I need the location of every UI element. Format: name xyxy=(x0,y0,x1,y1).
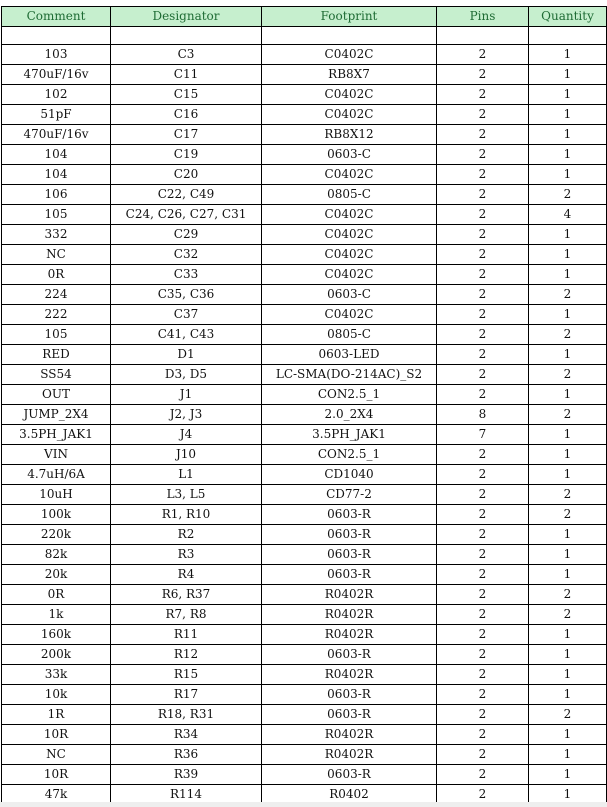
footprint-cell[interactable]: 0603-R xyxy=(262,565,437,585)
pins-cell[interactable]: 2 xyxy=(437,45,529,65)
table-row xyxy=(2,265,607,285)
quantity-cell[interactable]: 2 xyxy=(529,585,607,605)
comment-cell[interactable]: 10uH xyxy=(2,485,111,505)
blank-cell[interactable] xyxy=(262,27,437,45)
footprint-cell[interactable]: R0402R xyxy=(262,745,437,765)
pins-cell[interactable]: 7 xyxy=(437,425,529,445)
footprint-cell[interactable]: R0402R xyxy=(262,625,437,645)
footprint-cell[interactable]: R0402 xyxy=(262,785,437,805)
pins-cell[interactable]: 2 xyxy=(437,65,529,85)
pins-cell[interactable]: 2 xyxy=(437,445,529,465)
footprint-cell[interactable]: 0603-R xyxy=(262,645,437,665)
footprint-cell[interactable]: CD77-2 xyxy=(262,485,437,505)
comment-cell[interactable]: 47k xyxy=(2,785,111,805)
table-row xyxy=(2,405,607,425)
footprint-cell[interactable]: C0402C xyxy=(262,225,437,245)
designator-cell[interactable]: D3, D5 xyxy=(111,365,262,385)
pins-cell[interactable]: 2 xyxy=(437,585,529,605)
table-row xyxy=(2,445,607,465)
column-header-footprint[interactable]: Footprint xyxy=(262,7,437,27)
table-row xyxy=(2,65,607,85)
comment-cell[interactable]: 4.7uH/6A xyxy=(2,465,111,485)
comment-cell[interactable]: 82k xyxy=(2,545,111,565)
quantity-cell[interactable]: 1 xyxy=(529,425,607,445)
quantity-cell[interactable]: 1 xyxy=(529,45,607,65)
table-row xyxy=(2,625,607,645)
designator-cell[interactable]: R7, R8 xyxy=(111,605,262,625)
quantity-cell[interactable]: 1 xyxy=(529,225,607,245)
table-row xyxy=(2,45,607,65)
table-row xyxy=(2,545,607,565)
pins-cell[interactable]: 2 xyxy=(437,465,529,485)
footprint-cell[interactable]: LC-SMA(DO-214AC)_S2 xyxy=(262,365,437,385)
bom-table-body xyxy=(2,27,607,805)
pins-cell[interactable]: 2 xyxy=(437,665,529,685)
quantity-cell[interactable]: 1 xyxy=(529,725,607,745)
designator-cell[interactable]: C16 xyxy=(111,105,262,125)
pins-cell[interactable]: 2 xyxy=(437,745,529,765)
table-row xyxy=(2,745,607,765)
column-header-designator[interactable]: Designator xyxy=(111,7,262,27)
designator-cell[interactable]: L3, L5 xyxy=(111,485,262,505)
pins-cell[interactable]: 2 xyxy=(437,85,529,105)
column-header-quantity[interactable]: Quantity xyxy=(529,7,607,27)
quantity-cell[interactable]: 2 xyxy=(529,185,607,205)
designator-cell[interactable]: R3 xyxy=(111,545,262,565)
pins-cell[interactable]: 2 xyxy=(437,365,529,385)
table-row xyxy=(2,705,607,725)
designator-cell[interactable]: C22, C49 xyxy=(111,185,262,205)
footprint-cell[interactable]: 0603-LED xyxy=(262,345,437,365)
comment-cell[interactable]: NC xyxy=(2,245,111,265)
comment-cell[interactable]: 3.5PH_JAK1 xyxy=(2,425,111,445)
designator-cell[interactable]: R2 xyxy=(111,525,262,545)
page-bottom-edge xyxy=(0,802,607,807)
comment-cell[interactable]: 222 xyxy=(2,305,111,325)
pins-cell[interactable]: 2 xyxy=(437,605,529,625)
pins-cell[interactable]: 2 xyxy=(437,705,529,725)
designator-cell[interactable]: J4 xyxy=(111,425,262,445)
designator-cell[interactable]: R6, R37 xyxy=(111,585,262,605)
table-row xyxy=(2,465,607,485)
designator-cell[interactable]: C3 xyxy=(111,45,262,65)
comment-cell[interactable]: 200k xyxy=(2,645,111,665)
designator-cell[interactable]: L1 xyxy=(111,465,262,485)
designator-cell[interactable]: R114 xyxy=(111,785,262,805)
footprint-cell[interactable]: RB8X12 xyxy=(262,125,437,145)
designator-cell[interactable]: R15 xyxy=(111,665,262,685)
pins-cell[interactable]: 2 xyxy=(437,265,529,285)
footprint-cell[interactable]: 3.5PH_JAK1 xyxy=(262,425,437,445)
comment-cell[interactable]: 10k xyxy=(2,685,111,705)
comment-cell[interactable]: 0R xyxy=(2,265,111,285)
table-row xyxy=(2,365,607,385)
comment-cell[interactable]: 106 xyxy=(2,185,111,205)
comment-cell[interactable]: 102 xyxy=(2,85,111,105)
pins-cell[interactable]: 2 xyxy=(437,145,529,165)
designator-cell[interactable]: C41, C43 xyxy=(111,325,262,345)
quantity-cell[interactable]: 1 xyxy=(529,465,607,485)
quantity-cell[interactable]: 1 xyxy=(529,785,607,805)
table-row xyxy=(2,765,607,785)
quantity-cell[interactable]: 2 xyxy=(529,365,607,385)
quantity-cell[interactable]: 1 xyxy=(529,685,607,705)
comment-cell[interactable]: 332 xyxy=(2,225,111,245)
footprint-cell[interactable]: C0402C xyxy=(262,245,437,265)
footprint-cell[interactable]: C0402C xyxy=(262,85,437,105)
quantity-cell[interactable]: 2 xyxy=(529,325,607,345)
quantity-cell[interactable]: 2 xyxy=(529,605,607,625)
comment-cell[interactable]: OUT xyxy=(2,385,111,405)
pins-cell[interactable]: 2 xyxy=(437,185,529,205)
comment-cell[interactable]: SS54 xyxy=(2,365,111,385)
footprint-cell[interactable]: C0402C xyxy=(262,265,437,285)
designator-cell[interactable]: C33 xyxy=(111,265,262,285)
comment-cell[interactable]: 224 xyxy=(2,285,111,305)
pins-cell[interactable]: 2 xyxy=(437,225,529,245)
footprint-cell[interactable]: C0402C xyxy=(262,105,437,125)
designator-cell[interactable]: R1, R10 xyxy=(111,505,262,525)
pins-cell[interactable]: 2 xyxy=(437,565,529,585)
pins-cell[interactable]: 2 xyxy=(437,785,529,805)
footprint-cell[interactable]: 0603-R xyxy=(262,525,437,545)
quantity-cell[interactable]: 1 xyxy=(529,745,607,765)
designator-cell[interactable]: R17 xyxy=(111,685,262,705)
table-row xyxy=(2,485,607,505)
blank-cell[interactable] xyxy=(111,27,262,45)
quantity-cell[interactable]: 1 xyxy=(529,445,607,465)
comment-cell[interactable]: 220k xyxy=(2,525,111,545)
quantity-cell[interactable]: 1 xyxy=(529,525,607,545)
designator-cell[interactable]: C19 xyxy=(111,145,262,165)
pins-cell[interactable]: 2 xyxy=(437,325,529,345)
pins-cell[interactable]: 2 xyxy=(437,685,529,705)
designator-cell[interactable]: C37 xyxy=(111,305,262,325)
quantity-cell[interactable]: 1 xyxy=(529,245,607,265)
pins-cell[interactable]: 2 xyxy=(437,485,529,505)
footprint-cell[interactable]: 0603-R xyxy=(262,685,437,705)
pins-cell[interactable]: 2 xyxy=(437,125,529,145)
designator-cell[interactable]: R34 xyxy=(111,725,262,745)
pins-cell[interactable]: 2 xyxy=(437,305,529,325)
table-row xyxy=(2,665,607,685)
quantity-cell[interactable]: 1 xyxy=(529,85,607,105)
designator-cell[interactable]: C17 xyxy=(111,125,262,145)
table-row xyxy=(2,685,607,705)
footprint-cell[interactable]: R0402R xyxy=(262,665,437,685)
designator-cell[interactable]: R4 xyxy=(111,565,262,585)
table-row xyxy=(2,525,607,545)
quantity-cell[interactable]: 2 xyxy=(529,485,607,505)
footprint-cell[interactable]: R0402R xyxy=(262,605,437,625)
designator-cell[interactable]: R18, R31 xyxy=(111,705,262,725)
comment-cell[interactable]: NC xyxy=(2,745,111,765)
comment-cell[interactable]: VIN xyxy=(2,445,111,465)
table-row xyxy=(2,85,607,105)
designator-cell[interactable]: J10 xyxy=(111,445,262,465)
quantity-cell[interactable]: 1 xyxy=(529,545,607,565)
table-row xyxy=(2,185,607,205)
footprint-cell[interactable]: 0603-R xyxy=(262,765,437,785)
pins-cell[interactable]: 2 xyxy=(437,765,529,785)
quantity-cell[interactable]: 1 xyxy=(529,645,607,665)
blank-cell[interactable] xyxy=(2,27,111,45)
quantity-cell[interactable]: 4 xyxy=(529,205,607,225)
comment-cell[interactable]: 51pF xyxy=(2,105,111,125)
quantity-cell[interactable]: 2 xyxy=(529,405,607,425)
comment-cell[interactable]: 0R xyxy=(2,585,111,605)
quantity-cell[interactable]: 2 xyxy=(529,285,607,305)
pins-cell[interactable]: 2 xyxy=(437,345,529,365)
blank-cell[interactable] xyxy=(437,27,529,45)
blank-row xyxy=(2,27,607,45)
pins-cell[interactable]: 2 xyxy=(437,105,529,125)
comment-cell[interactable]: 10R xyxy=(2,765,111,785)
footprint-cell[interactable]: 0805-C xyxy=(262,185,437,205)
footprint-cell[interactable]: CON2.5_1 xyxy=(262,445,437,465)
quantity-cell[interactable]: 2 xyxy=(529,505,607,525)
comment-cell[interactable]: 104 xyxy=(2,145,111,165)
footprint-cell[interactable]: 0603-R xyxy=(262,545,437,565)
comment-cell[interactable]: 33k xyxy=(2,665,111,685)
comment-cell[interactable]: 470uF/16v xyxy=(2,65,111,85)
designator-cell[interactable]: J2, J3 xyxy=(111,405,262,425)
footprint-cell[interactable]: CON2.5_1 xyxy=(262,385,437,405)
table-row xyxy=(2,285,607,305)
footprint-cell[interactable]: C0402C xyxy=(262,165,437,185)
pins-cell[interactable]: 2 xyxy=(437,165,529,185)
table-row xyxy=(2,505,607,525)
table-row xyxy=(2,205,607,225)
footprint-cell[interactable]: C0402C xyxy=(262,205,437,225)
quantity-cell[interactable]: 1 xyxy=(529,145,607,165)
table-row xyxy=(2,585,607,605)
pins-cell[interactable]: 2 xyxy=(437,505,529,525)
comment-cell[interactable]: 104 xyxy=(2,165,111,185)
blank-cell[interactable] xyxy=(529,27,607,45)
footprint-cell[interactable]: R0402R xyxy=(262,585,437,605)
quantity-cell[interactable]: 1 xyxy=(529,305,607,325)
header-row xyxy=(2,7,607,27)
comment-cell[interactable]: 103 xyxy=(2,45,111,65)
pins-cell[interactable]: 2 xyxy=(437,545,529,565)
footprint-cell[interactable]: 0603-R xyxy=(262,705,437,725)
comment-cell[interactable]: 105 xyxy=(2,205,111,225)
comment-cell[interactable]: 470uF/16v xyxy=(2,125,111,145)
footprint-cell[interactable]: 0603-R xyxy=(262,505,437,525)
quantity-cell[interactable]: 1 xyxy=(529,345,607,365)
footprint-cell[interactable]: 0805-C xyxy=(262,325,437,345)
footprint-cell[interactable]: R0402R xyxy=(262,725,437,745)
designator-cell[interactable]: C29 xyxy=(111,225,262,245)
pins-cell[interactable]: 2 xyxy=(437,205,529,225)
table-row xyxy=(2,125,607,145)
comment-cell[interactable]: 10R xyxy=(2,725,111,745)
designator-cell[interactable]: C32 xyxy=(111,245,262,265)
table-row xyxy=(2,725,607,745)
comment-cell[interactable]: 1k xyxy=(2,605,111,625)
table-row xyxy=(2,245,607,265)
table-row xyxy=(2,225,607,245)
table-row xyxy=(2,565,607,585)
comment-cell[interactable]: 100k xyxy=(2,505,111,525)
pins-cell[interactable]: 2 xyxy=(437,525,529,545)
designator-cell[interactable]: R11 xyxy=(111,625,262,645)
table-row xyxy=(2,305,607,325)
table-row xyxy=(2,605,607,625)
table-row xyxy=(2,385,607,405)
designator-cell[interactable]: R39 xyxy=(111,765,262,785)
footprint-cell[interactable]: CD1040 xyxy=(262,465,437,485)
footprint-cell[interactable]: 2.0_2X4 xyxy=(262,405,437,425)
designator-cell[interactable]: C20 xyxy=(111,165,262,185)
designator-cell[interactable]: C35, C36 xyxy=(111,285,262,305)
table-row xyxy=(2,325,607,345)
comment-cell[interactable]: RED xyxy=(2,345,111,365)
quantity-cell[interactable]: 1 xyxy=(529,165,607,185)
designator-cell[interactable]: C15 xyxy=(111,85,262,105)
designator-cell[interactable]: D1 xyxy=(111,345,262,365)
quantity-cell[interactable]: 1 xyxy=(529,565,607,585)
footprint-cell[interactable]: C0402C xyxy=(262,305,437,325)
table-row xyxy=(2,105,607,125)
quantity-cell[interactable]: 1 xyxy=(529,765,607,785)
footprint-cell[interactable]: 0603-C xyxy=(262,285,437,305)
pins-cell[interactable]: 2 xyxy=(437,385,529,405)
bom-table-header xyxy=(2,7,607,27)
table-row xyxy=(2,345,607,365)
table-row xyxy=(2,165,607,185)
table-row xyxy=(2,645,607,665)
comment-cell[interactable]: JUMP_2X4 xyxy=(2,405,111,425)
comment-cell[interactable]: 160k xyxy=(2,625,111,645)
footprint-cell[interactable]: 0603-C xyxy=(262,145,437,165)
quantity-cell[interactable]: 1 xyxy=(529,665,607,685)
quantity-cell[interactable]: 1 xyxy=(529,265,607,285)
pins-cell[interactable]: 2 xyxy=(437,625,529,645)
column-header-comment[interactable]: Comment xyxy=(2,7,111,27)
table-row xyxy=(2,425,607,445)
footprint-cell[interactable]: RB8X7 xyxy=(262,65,437,85)
bom-table xyxy=(1,6,607,805)
quantity-cell[interactable]: 1 xyxy=(529,125,607,145)
pins-cell[interactable]: 2 xyxy=(437,245,529,265)
comment-cell[interactable]: 105 xyxy=(2,325,111,345)
pins-cell[interactable]: 2 xyxy=(437,285,529,305)
comment-cell[interactable]: 20k xyxy=(2,565,111,585)
column-header-pins[interactable]: Pins xyxy=(437,7,529,27)
table-row xyxy=(2,145,607,165)
designator-cell[interactable]: C11 xyxy=(111,65,262,85)
quantity-cell[interactable]: 1 xyxy=(529,385,607,405)
quantity-cell[interactable]: 2 xyxy=(529,705,607,725)
pins-cell[interactable]: 2 xyxy=(437,645,529,665)
quantity-cell[interactable]: 1 xyxy=(529,65,607,85)
quantity-cell[interactable]: 1 xyxy=(529,625,607,645)
designator-cell[interactable]: J1 xyxy=(111,385,262,405)
footprint-cell[interactable]: C0402C xyxy=(262,45,437,65)
pins-cell[interactable]: 2 xyxy=(437,725,529,745)
quantity-cell[interactable]: 1 xyxy=(529,105,607,125)
designator-cell[interactable]: R12 xyxy=(111,645,262,665)
designator-cell[interactable]: R36 xyxy=(111,745,262,765)
designator-cell[interactable]: C24, C26, C27, C31 xyxy=(111,205,262,225)
pins-cell[interactable]: 8 xyxy=(437,405,529,425)
comment-cell[interactable]: 1R xyxy=(2,705,111,725)
